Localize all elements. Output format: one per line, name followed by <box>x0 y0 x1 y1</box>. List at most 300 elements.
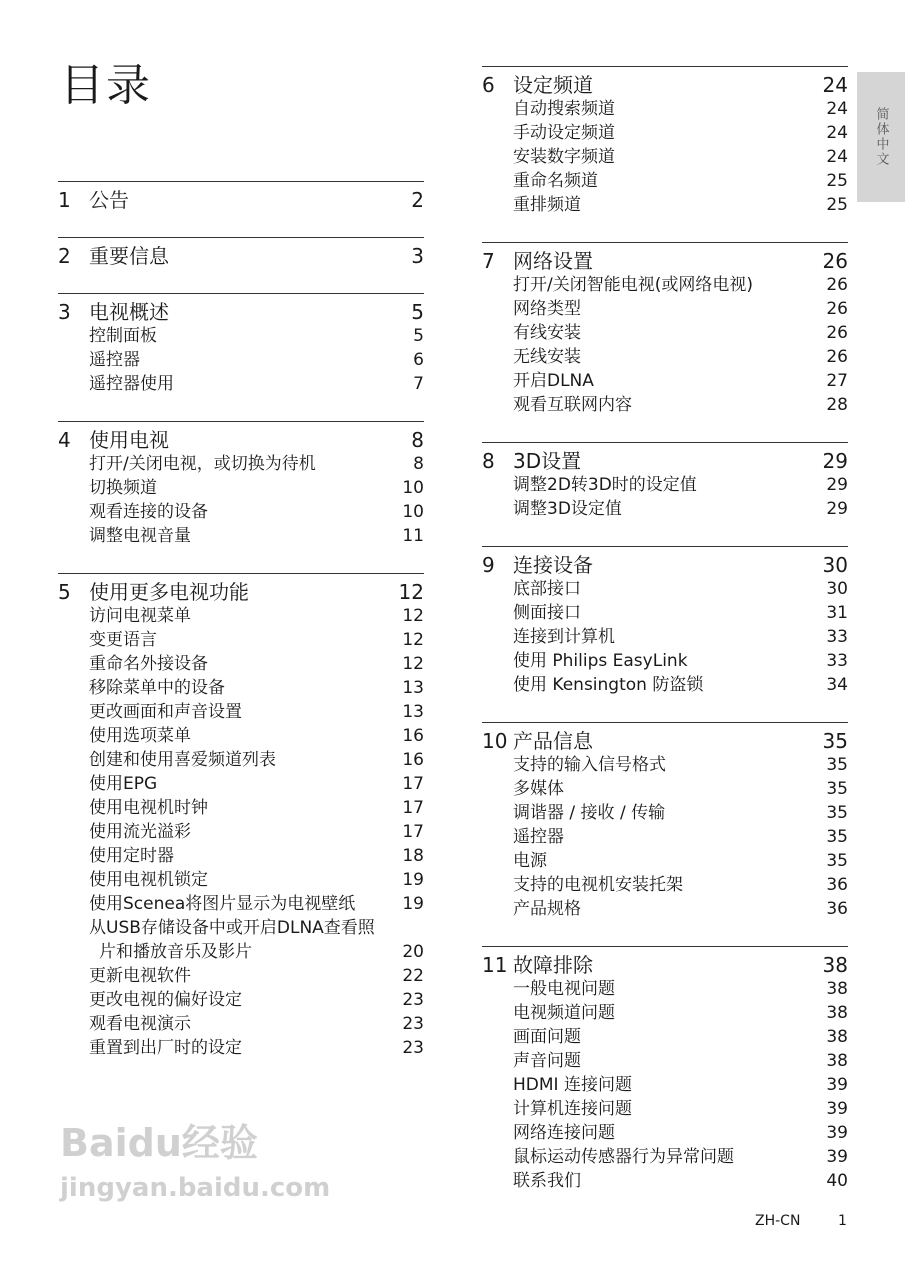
entry-title: 电视频道问题 <box>513 1003 615 1023</box>
entry-title: 电源 <box>513 851 547 871</box>
section-number: 10 <box>482 729 508 753</box>
toc-entry[interactable] <box>482 873 848 897</box>
toc-entry[interactable] <box>58 820 424 844</box>
entry-page: 33 <box>826 651 848 671</box>
entry-title: 使用选项菜单 <box>89 726 191 746</box>
entry-title: 一般电视问题 <box>513 979 615 999</box>
section-page: 26 <box>822 249 848 273</box>
toc-section <box>58 421 424 573</box>
toc-entry[interactable] <box>58 868 424 892</box>
entry-page: 25 <box>826 195 848 215</box>
toc-section <box>482 946 848 1218</box>
entry-indent <box>482 649 513 673</box>
entry-indent <box>482 897 513 921</box>
entry-indent <box>58 652 89 676</box>
toc-entry[interactable] <box>58 676 424 700</box>
toc-entry[interactable] <box>482 1145 848 1169</box>
toc-entry[interactable] <box>58 500 424 524</box>
entry-indent <box>482 193 513 217</box>
section-page: 24 <box>822 73 848 97</box>
entry-page: 10 <box>402 478 424 498</box>
toc-entry[interactable] <box>482 825 848 849</box>
toc-section-heading[interactable] <box>58 300 424 324</box>
entry-title: 使用定时器 <box>89 846 174 866</box>
toc-entry[interactable] <box>482 1097 848 1121</box>
toc-entry[interactable] <box>482 1073 848 1097</box>
toc-section-heading[interactable] <box>482 449 848 473</box>
toc-entry[interactable] <box>58 844 424 868</box>
entry-indent <box>482 977 513 1001</box>
section-number: 1 <box>58 188 71 212</box>
toc-entry[interactable] <box>482 977 848 1001</box>
entry-page: 30 <box>826 579 848 599</box>
toc-entry[interactable] <box>58 324 424 348</box>
entry-page: 38 <box>826 1027 848 1047</box>
toc-section-heading[interactable] <box>482 953 848 977</box>
toc-section <box>58 293 424 421</box>
toc-section-heading[interactable] <box>58 244 424 268</box>
toc-entry[interactable] <box>58 700 424 724</box>
entry-indent <box>482 273 513 297</box>
entry-title: 网络连接问题 <box>513 1123 615 1143</box>
entry-page: 6 <box>413 350 424 370</box>
toc-entry[interactable] <box>482 1001 848 1025</box>
section-page: 3 <box>411 244 424 268</box>
entry-indent <box>482 873 513 897</box>
toc-entry[interactable] <box>482 1049 848 1073</box>
entry-indent <box>482 849 513 873</box>
section-title: 故障排除 <box>513 953 593 977</box>
entry-title: 鼠标运动传感器行为异常问题 <box>513 1147 734 1167</box>
section-title: 使用更多电视功能 <box>89 580 249 604</box>
entry-indent <box>482 393 513 417</box>
entry-indent <box>482 1049 513 1073</box>
toc-entry[interactable] <box>58 964 424 988</box>
entry-indent <box>482 1073 513 1097</box>
entry-indent <box>482 1025 513 1049</box>
toc-entry[interactable] <box>58 476 424 500</box>
entry-title: 使用Scenea将图片显示为电视壁纸 <box>89 894 356 914</box>
entry-title: 观看连接的设备 <box>89 502 208 522</box>
entry-page: 39 <box>826 1123 848 1143</box>
entry-page: 17 <box>402 798 424 818</box>
toc-entry[interactable] <box>482 121 848 145</box>
entry-indent <box>58 524 89 548</box>
section-number: 2 <box>58 244 71 268</box>
entry-page: 35 <box>826 851 848 871</box>
section-title: 重要信息 <box>89 244 169 268</box>
entry-indent <box>58 988 89 1012</box>
section-page: 8 <box>411 428 424 452</box>
toc-entry[interactable] <box>482 897 848 921</box>
entry-page: 23 <box>402 990 424 1010</box>
entry-indent <box>482 497 513 521</box>
toc-section <box>58 237 424 293</box>
entry-page: 26 <box>826 299 848 319</box>
entry-title: 使用 Kensington 防盗锁 <box>513 675 704 695</box>
toc-section <box>482 242 848 442</box>
entry-indent <box>482 1097 513 1121</box>
entry-page: 12 <box>402 606 424 626</box>
entry-page: 23 <box>402 1038 424 1058</box>
toc-entry[interactable] <box>482 577 848 601</box>
entry-title: 切换频道 <box>89 478 157 498</box>
entry-title: 侧面接口 <box>513 603 581 623</box>
section-number: 3 <box>58 300 71 324</box>
toc-section-heading[interactable] <box>482 73 848 97</box>
toc-entry[interactable] <box>482 193 848 217</box>
entry-page: 13 <box>402 678 424 698</box>
entry-page: 34 <box>826 675 848 695</box>
toc-entry[interactable] <box>58 988 424 1012</box>
toc-entry[interactable] <box>58 724 424 748</box>
section-page: 30 <box>822 553 848 577</box>
entry-title: 使用EPG <box>89 774 158 794</box>
entry-page: 39 <box>826 1147 848 1167</box>
entry-title: 更改电视的偏好设定 <box>89 990 242 1010</box>
entry-indent <box>482 625 513 649</box>
entry-page: 36 <box>826 875 848 895</box>
entry-page: 12 <box>402 630 424 650</box>
entry-indent <box>58 348 89 372</box>
entry-title: 变更语言 <box>89 630 157 650</box>
entry-indent <box>58 700 89 724</box>
toc-entry[interactable] <box>58 452 424 476</box>
entry-title: 手动设定频道 <box>513 123 615 143</box>
entry-title: 移除菜单中的设备 <box>89 678 225 698</box>
toc-entry[interactable] <box>482 625 848 649</box>
entry-page: 36 <box>826 899 848 919</box>
toc-entry[interactable] <box>482 1025 848 1049</box>
toc-entry[interactable] <box>58 892 424 916</box>
entry-title: 使用 Philips EasyLink <box>513 651 688 671</box>
entry-page: 17 <box>402 822 424 842</box>
entry-title: 观看互联网内容 <box>513 395 632 415</box>
entry-page: 23 <box>402 1014 424 1034</box>
toc-entry[interactable] <box>58 772 424 796</box>
toc-entry[interactable] <box>58 348 424 372</box>
entry-page: 33 <box>826 627 848 647</box>
entry-title: 观看电视演示 <box>89 1014 191 1034</box>
entry-title: 调整3D设定值 <box>513 499 622 519</box>
footer-page-number: 1 <box>838 1213 847 1229</box>
entry-indent <box>482 577 513 601</box>
entry-indent <box>58 604 89 628</box>
entry-title: 打开/关闭智能电视(或网络电视) <box>513 275 753 295</box>
toc-section-heading[interactable] <box>58 428 424 452</box>
entry-indent <box>58 772 89 796</box>
toc-section <box>482 442 848 546</box>
section-number: 6 <box>482 73 495 97</box>
entry-indent <box>58 500 89 524</box>
section-page: 12 <box>398 580 424 604</box>
entry-title: 更新电视软件 <box>89 966 191 986</box>
section-number: 9 <box>482 553 495 577</box>
entry-title: 遥控器 <box>89 350 140 370</box>
entry-indent <box>58 916 89 940</box>
entry-indent <box>482 801 513 825</box>
toc-entry[interactable] <box>482 473 848 497</box>
toc-entry[interactable] <box>58 652 424 676</box>
entry-page: 22 <box>402 966 424 986</box>
entry-page: 24 <box>826 147 848 167</box>
entry-title: 产品规格 <box>513 899 581 919</box>
entry-indent <box>482 1145 513 1169</box>
entry-indent <box>58 476 89 500</box>
entry-title: 遥控器使用 <box>89 374 174 394</box>
toc-entry[interactable] <box>58 1036 424 1060</box>
entry-indent <box>482 121 513 145</box>
entry-indent <box>482 1121 513 1145</box>
section-title: 连接设备 <box>513 553 593 577</box>
entry-indent <box>482 169 513 193</box>
toc-entry[interactable] <box>482 1121 848 1145</box>
entry-indent <box>58 324 89 348</box>
entry-page: 35 <box>826 779 848 799</box>
entry-page: 24 <box>826 99 848 119</box>
entry-indent <box>58 724 89 748</box>
entry-indent <box>58 1012 89 1036</box>
toc-entry[interactable] <box>482 97 848 121</box>
entry-title: 使用流光溢彩 <box>89 822 191 842</box>
entry-page: 7 <box>413 374 424 394</box>
entry-indent <box>482 825 513 849</box>
entry-indent <box>482 753 513 777</box>
section-title: 网络设置 <box>513 249 593 273</box>
entry-indent <box>482 369 513 393</box>
entry-page: 39 <box>826 1075 848 1095</box>
entry-page: 35 <box>826 803 848 823</box>
entry-page: 29 <box>826 475 848 495</box>
toc-section-heading[interactable] <box>482 553 848 577</box>
entry-indent <box>58 892 89 916</box>
entry-page: 24 <box>826 123 848 143</box>
section-page: 38 <box>822 953 848 977</box>
section-number: 4 <box>58 428 71 452</box>
toc-entry[interactable] <box>482 345 848 369</box>
entry-page: 26 <box>826 347 848 367</box>
toc-entry[interactable] <box>482 297 848 321</box>
toc-entry[interactable] <box>58 604 424 628</box>
toc-left-column <box>58 181 424 1085</box>
toc-entry[interactable] <box>482 849 848 873</box>
toc-entry[interactable] <box>58 372 424 396</box>
entry-title: 更改画面和声音设置 <box>89 702 242 722</box>
entry-title: 创建和使用喜爱频道列表 <box>89 750 276 770</box>
entry-title: 重排频道 <box>513 195 581 215</box>
toc-section <box>482 66 848 242</box>
entry-page: 19 <box>402 870 424 890</box>
entry-indent <box>58 372 89 396</box>
watermark-url: jingyan.baidu.com <box>60 1173 331 1203</box>
entry-title: 片和播放音乐及影片 <box>99 942 252 962</box>
toc-section-heading[interactable] <box>482 249 848 273</box>
toc-section-heading[interactable] <box>58 580 424 604</box>
entry-indent <box>482 145 513 169</box>
toc-entry[interactable] <box>58 940 424 964</box>
toc-entry[interactable] <box>58 748 424 772</box>
entry-page: 12 <box>402 654 424 674</box>
entry-indent <box>58 748 89 772</box>
entry-page: 35 <box>826 827 848 847</box>
entry-page: 20 <box>402 942 424 962</box>
toc-section <box>58 181 424 237</box>
entry-title: 有线安装 <box>513 323 581 343</box>
section-page: 2 <box>411 188 424 212</box>
section-number: 7 <box>482 249 495 273</box>
section-number: 5 <box>58 580 71 604</box>
entry-indent <box>482 473 513 497</box>
entry-title: 连接到计算机 <box>513 627 615 647</box>
entry-page: 31 <box>826 603 848 623</box>
toc-entry[interactable] <box>482 393 848 417</box>
entry-page: 39 <box>826 1099 848 1119</box>
footer-language: ZH-CN <box>755 1213 801 1229</box>
entry-indent <box>482 673 513 697</box>
entry-title: 调整电视音量 <box>89 526 191 546</box>
section-page: 35 <box>822 729 848 753</box>
entry-page: 26 <box>826 323 848 343</box>
toc-entry[interactable] <box>482 777 848 801</box>
toc-entry[interactable] <box>482 801 848 825</box>
entry-page: 10 <box>402 502 424 522</box>
entry-title: 打开/关闭电视，或切换为待机 <box>89 454 316 474</box>
watermark-logo: Baidu经验 <box>60 1121 258 1165</box>
entry-page: 27 <box>826 371 848 391</box>
entry-page: 26 <box>826 275 848 295</box>
entry-indent <box>482 321 513 345</box>
entry-indent <box>58 940 89 964</box>
entry-title: 网络类型 <box>513 299 581 319</box>
entry-indent <box>482 297 513 321</box>
page-title: 目录 <box>60 60 152 111</box>
entry-title: 支持的输入信号格式 <box>513 755 666 775</box>
section-page: 5 <box>411 300 424 324</box>
entry-page: 19 <box>402 894 424 914</box>
section-number: 11 <box>482 953 508 977</box>
entry-indent <box>482 777 513 801</box>
entry-indent <box>482 345 513 369</box>
toc-entry[interactable] <box>482 273 848 297</box>
entry-indent <box>58 820 89 844</box>
entry-page: 35 <box>826 755 848 775</box>
entry-page: 38 <box>826 1003 848 1023</box>
entry-title: 安装数字频道 <box>513 147 615 167</box>
section-title: 电视概述 <box>89 300 169 324</box>
entry-indent <box>58 452 89 476</box>
entry-title: 声音问题 <box>513 1051 581 1071</box>
section-page: 29 <box>822 449 848 473</box>
entry-page: 28 <box>826 395 848 415</box>
entry-page: 40 <box>826 1171 848 1191</box>
entry-indent <box>58 964 89 988</box>
entry-title: 调谐器 / 接收 / 传输 <box>513 803 666 823</box>
section-title: 使用电视 <box>89 428 169 452</box>
entry-page <box>394 916 424 940</box>
entry-page: 5 <box>413 326 424 346</box>
language-tab-label: 简体中文 <box>873 107 889 167</box>
toc-section-heading[interactable] <box>482 729 848 753</box>
toc-entry[interactable] <box>482 601 848 625</box>
entry-page: 38 <box>826 1051 848 1071</box>
toc-right-column <box>482 66 848 1218</box>
entry-page: 18 <box>402 846 424 866</box>
section-number: 8 <box>482 449 495 473</box>
toc-entry[interactable] <box>482 497 848 521</box>
toc-section <box>58 573 424 1085</box>
toc-section <box>482 722 848 946</box>
entry-page: 38 <box>826 979 848 999</box>
language-tab <box>857 72 905 202</box>
entry-page: 25 <box>826 171 848 191</box>
toc-entry[interactable] <box>58 628 424 652</box>
section-title: 设定频道 <box>513 73 593 97</box>
entry-indent <box>58 628 89 652</box>
entry-title: 无线安装 <box>513 347 581 367</box>
entry-indent <box>482 601 513 625</box>
entry-title: 底部接口 <box>513 579 581 599</box>
entry-indent <box>58 676 89 700</box>
entry-indent <box>482 1169 513 1193</box>
entry-title: 控制面板 <box>89 326 157 346</box>
toc-entry[interactable] <box>58 1012 424 1036</box>
entry-title: 支持的电视机安装托架 <box>513 875 683 895</box>
entry-page: 8 <box>413 454 424 474</box>
entry-page: 13 <box>402 702 424 722</box>
entry-title: 从USB存储设备中或开启DLNA查看照 <box>89 918 375 938</box>
toc-entry[interactable] <box>482 1169 848 1193</box>
entry-title: 计算机连接问题 <box>513 1099 632 1119</box>
entry-title: 遥控器 <box>513 827 564 847</box>
entry-title: 开启DLNA <box>513 371 594 391</box>
toc-entry[interactable] <box>482 649 848 673</box>
entry-indent <box>58 796 89 820</box>
entry-page: 17 <box>402 774 424 794</box>
toc-entry[interactable] <box>482 145 848 169</box>
entry-title: 使用电视机锁定 <box>89 870 208 890</box>
toc-entry[interactable] <box>482 169 848 193</box>
entry-title: 自动搜索频道 <box>513 99 615 119</box>
section-title: 产品信息 <box>513 729 593 753</box>
toc-section-heading[interactable] <box>58 188 424 212</box>
section-title: 公告 <box>89 188 129 212</box>
toc-entry[interactable] <box>58 524 424 548</box>
entry-title: 多媒体 <box>513 779 564 799</box>
entry-page: 11 <box>402 526 424 546</box>
entry-title: 重命名外接设备 <box>89 654 208 674</box>
toc-entry[interactable] <box>482 369 848 393</box>
entry-title: 使用电视机时钟 <box>89 798 208 818</box>
toc-section <box>482 546 848 722</box>
toc-entry[interactable] <box>482 753 848 777</box>
entry-title: 重置到出厂时的设定 <box>89 1038 242 1058</box>
toc-entry[interactable] <box>58 796 424 820</box>
entry-title: 调整2D转3D时的设定值 <box>513 475 697 495</box>
entry-indent <box>58 868 89 892</box>
entry-indent <box>482 1001 513 1025</box>
toc-entry[interactable] <box>58 916 424 940</box>
entry-indent <box>482 97 513 121</box>
toc-entry[interactable] <box>482 673 848 697</box>
entry-page: 16 <box>402 750 424 770</box>
entry-indent <box>58 1036 89 1060</box>
toc-entry[interactable] <box>482 321 848 345</box>
entry-page: 29 <box>826 499 848 519</box>
entry-page: 16 <box>402 726 424 746</box>
section-title: 3D设置 <box>513 449 582 473</box>
entry-title: 访问电视菜单 <box>89 606 191 626</box>
entry-title: 联系我们 <box>513 1171 581 1191</box>
